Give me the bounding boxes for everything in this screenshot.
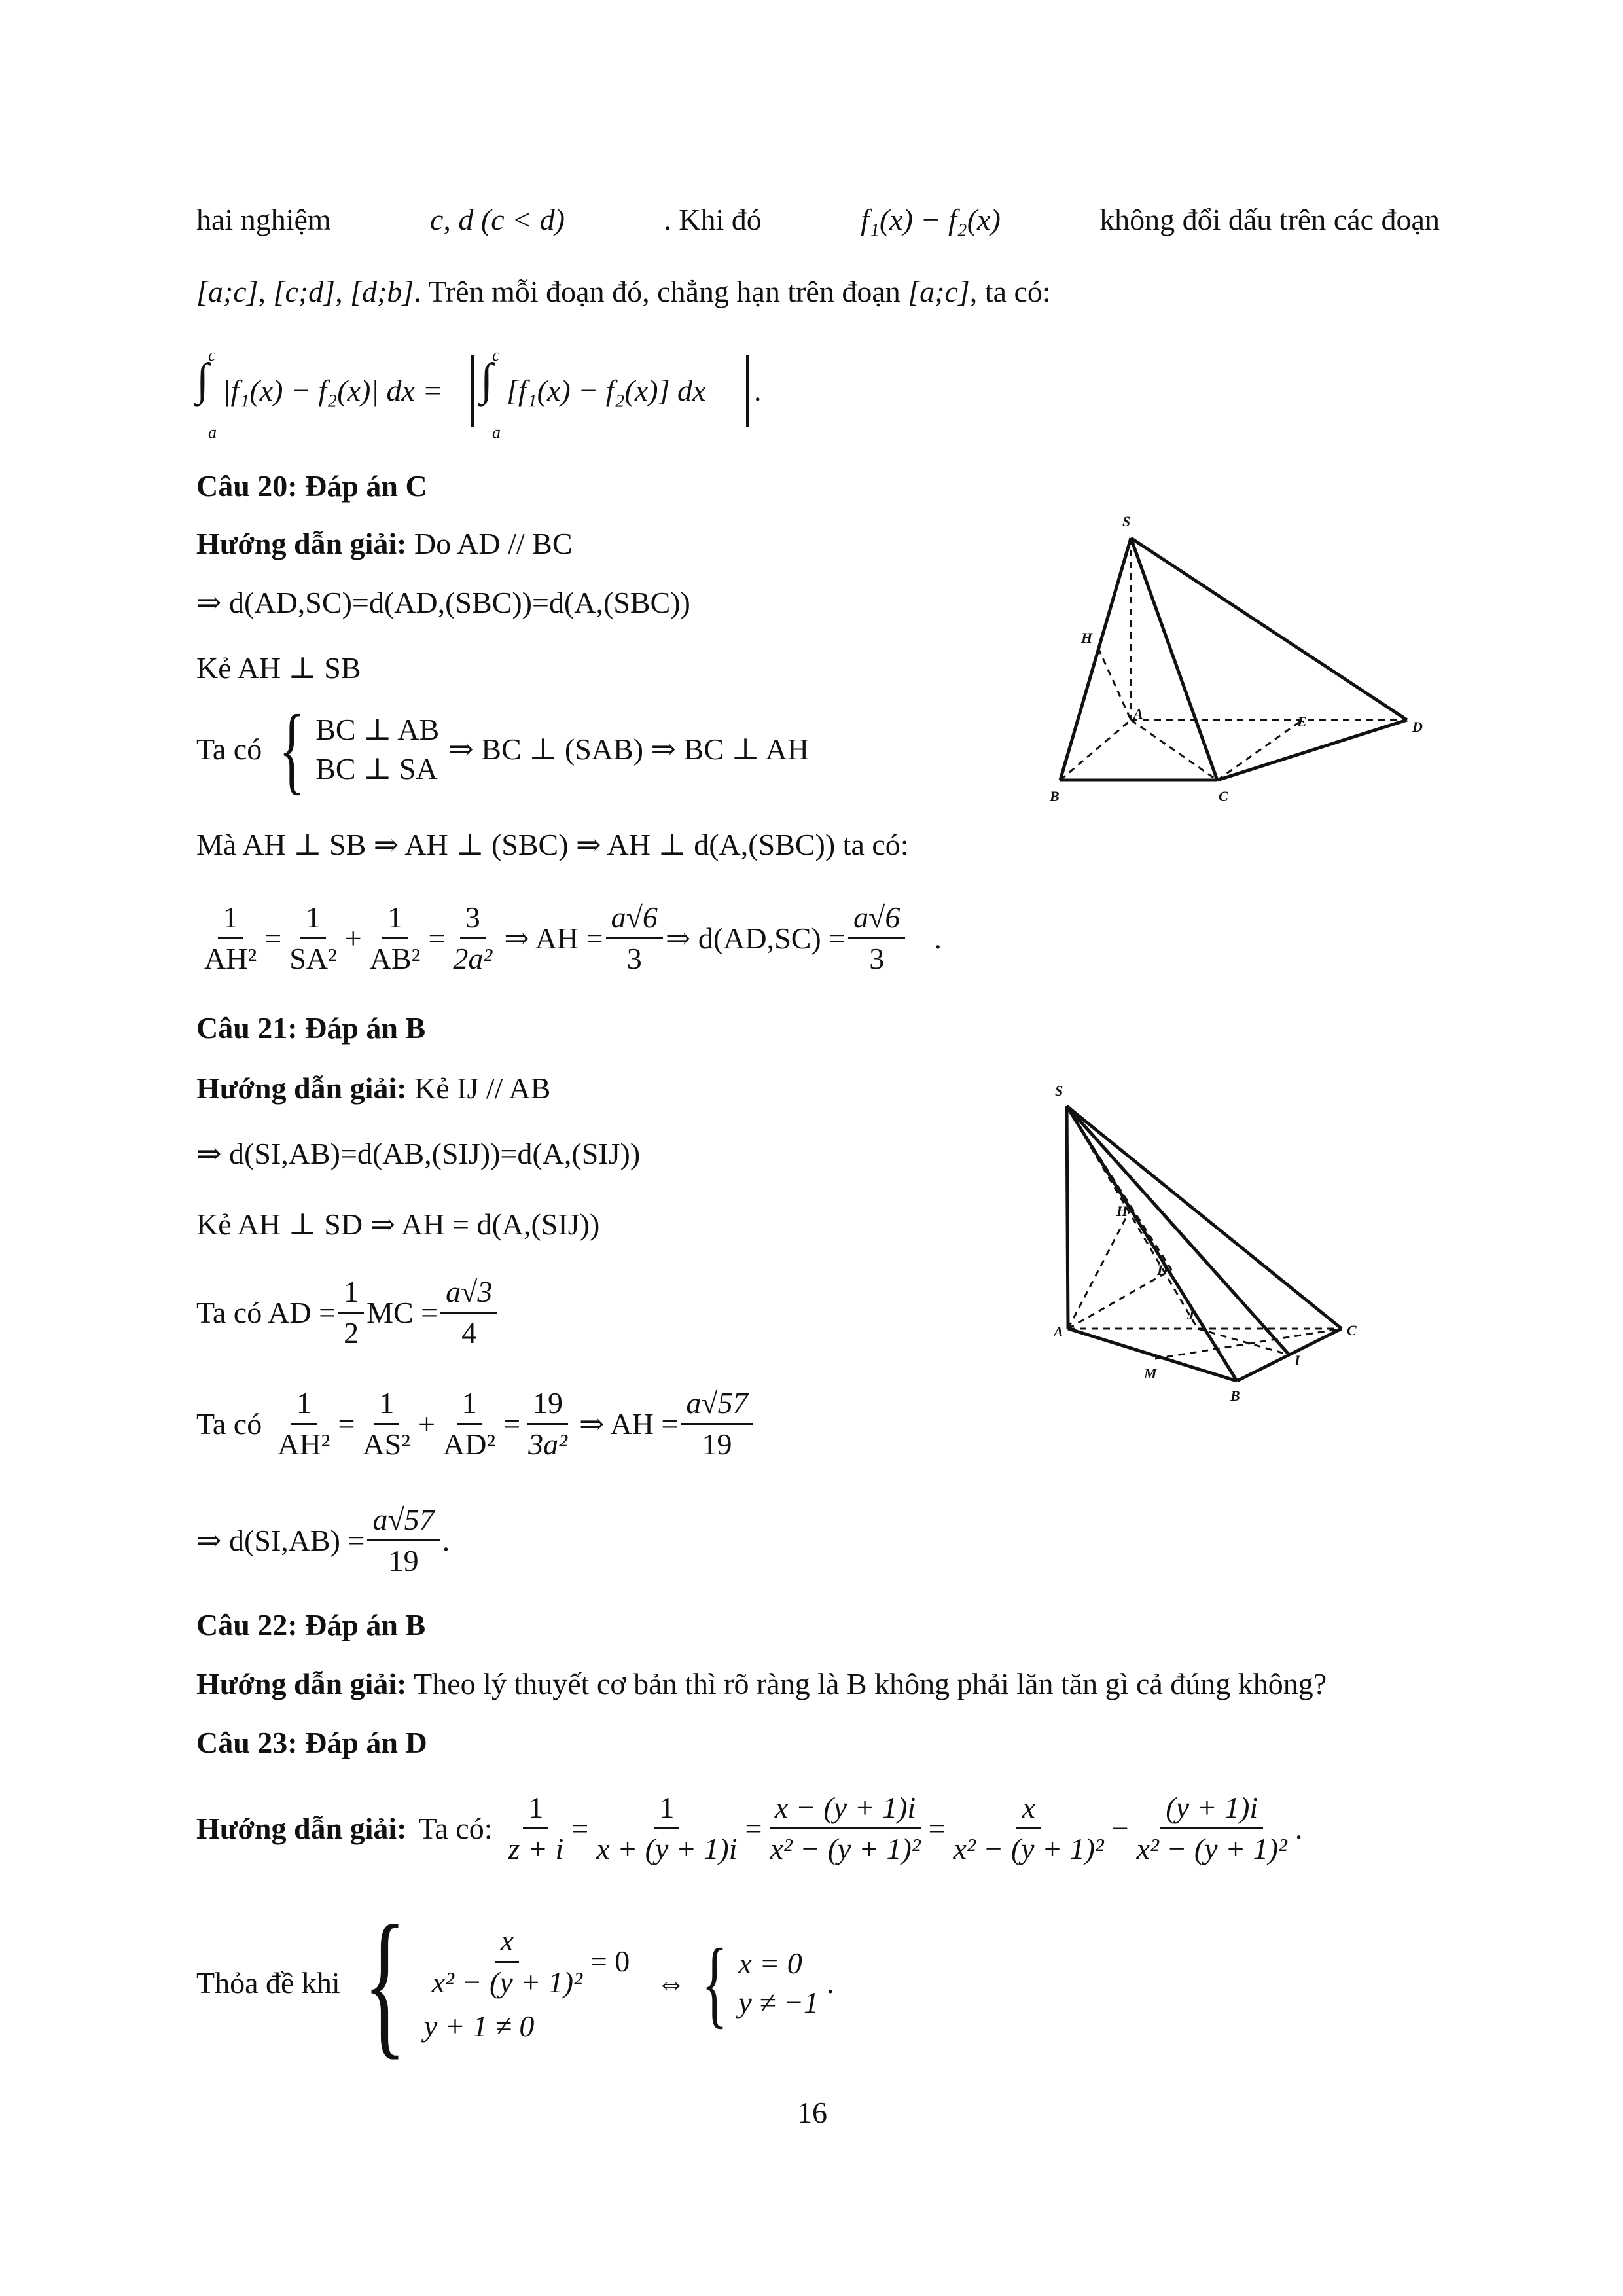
hint-label: Hướng dẫn giải: [196, 527, 407, 560]
edge-CD [1217, 720, 1407, 780]
numerator: 1 [300, 902, 326, 939]
numerator: x [1016, 1792, 1040, 1829]
eq-text: ⇒ d(AD,SC) = [665, 921, 846, 955]
numerator: 3 [460, 902, 486, 939]
denominator: 2a² [453, 942, 493, 976]
intro-text: . Trên mỗi đoạn đó, chẳng hạn trên đoạn [414, 275, 901, 308]
numerator: 1 [218, 902, 243, 939]
q20-line1: ⇒ d(AD,SC)=d(AD,(SBC))=d(A,(SBC)) [196, 586, 690, 619]
denominator: 3 [626, 942, 642, 976]
vertex-label: C [1219, 788, 1228, 804]
vertex-label: S [1122, 513, 1131, 529]
edge-SI [1067, 1106, 1289, 1355]
eq-text: ⇒ AH = [504, 921, 603, 955]
intro-difference: f₁(x) − f₂(x) [861, 203, 1001, 236]
punctuation: . [754, 374, 762, 407]
eq-text: Ta có: [418, 1811, 493, 1845]
fraction [427, 1925, 588, 1998]
system-result: ⇒ BC ⊥ (SAB) ⇒ BC ⊥ AH [448, 732, 810, 766]
denominator: 2 [344, 1316, 359, 1350]
numerator: 1 [338, 1276, 364, 1314]
numerator: a√57 [367, 1504, 439, 1541]
intro-line-1 [196, 205, 1440, 235]
operator: + [344, 921, 362, 955]
q21-line1: ⇒ d(SI,AB)=d(AB,(SIJ))=d(A,(SIJ)) [196, 1137, 641, 1170]
vertex-label: D [1157, 1262, 1168, 1278]
edge-SD [1067, 1106, 1171, 1270]
fraction [503, 1792, 569, 1865]
intro-text: , ta có: [969, 275, 1051, 308]
taco-text: Ta có [196, 732, 262, 766]
denominator: z + i [508, 1832, 564, 1866]
punctuation: . [827, 1966, 834, 2000]
numerator: 1 [457, 1388, 482, 1425]
edge-SD [1131, 538, 1407, 720]
hint-label: Hướng dẫn giải: [196, 1811, 407, 1845]
punctuation: . [1294, 1811, 1303, 1845]
numerator: 1 [523, 1792, 548, 1829]
fraction [606, 902, 663, 975]
vertex-label: I [1294, 1352, 1300, 1369]
system-lines [315, 715, 439, 784]
q21-ad-equation [196, 1276, 500, 1350]
hint-text: Kẻ IJ // AB [414, 1071, 551, 1105]
eq-text: Thỏa đề khi [196, 1966, 340, 2000]
intro-interval: [a;c] [908, 275, 970, 308]
fraction [357, 1388, 416, 1461]
intro-text: không đổi dấu trên các đoạn [1099, 203, 1440, 236]
hint-text: Do AD // BC [414, 527, 573, 560]
denominator: AB² [369, 942, 421, 976]
edge-AD [1068, 1270, 1171, 1329]
numerator: x − (y + 1)i [770, 1792, 921, 1829]
hint-text: Theo lý thuyết cơ bản thì rõ ràng là B không phải lăn tăn gì cả đúng không? [414, 1667, 1327, 1700]
vertex-label: D [1412, 719, 1423, 735]
fraction [272, 1388, 335, 1461]
numerator: a√6 [848, 902, 905, 939]
system-line: y ≠ −1 [738, 1986, 819, 2019]
eq-text: ⇒ AH = [579, 1407, 679, 1441]
vertex-label: B [1050, 788, 1060, 804]
denominator: 4 [461, 1316, 477, 1350]
page-number: 16 [797, 2096, 827, 2129]
integral-bound: c [492, 346, 500, 365]
punctuation: . [934, 921, 942, 955]
edge-CE [1217, 720, 1302, 780]
vertex-label: A [1133, 706, 1143, 722]
q22-title: Câu 22: Đáp án B [196, 1608, 426, 1641]
numerator: x [495, 1925, 519, 1962]
integral-sign: ∫ [480, 355, 493, 405]
denominator: 19 [702, 1427, 732, 1462]
edge-AB [1060, 720, 1131, 780]
operator: ⇔ [656, 1966, 687, 2000]
denominator: 3a² [528, 1427, 567, 1462]
q21-ah-equation [196, 1388, 756, 1461]
system-line: BC ⊥ SA [315, 752, 438, 785]
hint-label: Hướng dẫn giải: [196, 1071, 407, 1105]
vertex-label: C [1347, 1322, 1357, 1338]
system-lines [424, 1925, 630, 2041]
fraction [681, 1388, 753, 1461]
operator: = [264, 921, 282, 955]
edge-SA [1067, 1106, 1068, 1329]
vertex-label: A [1054, 1323, 1063, 1340]
fraction [1132, 1792, 1293, 1865]
abs-bar [471, 355, 474, 427]
vertex-label: B [1230, 1388, 1240, 1404]
fraction [199, 902, 262, 975]
intro-text: . Khi đó [664, 203, 762, 236]
hint-label: Hướng dẫn giải: [196, 1667, 407, 1700]
vertex-label: E [1297, 713, 1307, 730]
operator: = [503, 1407, 521, 1441]
integral-bound: c [208, 346, 216, 365]
denominator: x² − (y + 1)² [770, 1832, 921, 1866]
operator: − [1111, 1811, 1129, 1845]
edge-AH [1068, 1212, 1129, 1329]
operator: = [571, 1811, 589, 1845]
fraction [440, 1276, 497, 1350]
edge-SC [1131, 538, 1217, 780]
system-lines [738, 1948, 819, 2018]
integral-sign: ∫ [196, 355, 209, 405]
q20-equation [196, 902, 942, 975]
vertex-label: J [1187, 1306, 1194, 1323]
fraction [438, 1388, 501, 1461]
eq-text: ⇒ d(SI,AB) = [196, 1523, 365, 1557]
integral-bound: a [492, 423, 501, 442]
system-line: y + 1 ≠ 0 [423, 2009, 535, 2043]
system-line [424, 1925, 630, 1998]
eq-text: Ta có AD = [196, 1295, 336, 1329]
numerator: 19 [527, 1388, 568, 1425]
edge-SC [1067, 1106, 1342, 1329]
brace: { [279, 695, 306, 804]
numerator: (y + 1)i [1160, 1792, 1263, 1829]
q20-pyramid-figure [1041, 504, 1433, 812]
vertex-label: S [1055, 1083, 1063, 1099]
numerator: a√57 [681, 1388, 753, 1425]
q21-result [196, 1504, 450, 1577]
edge-AC [1131, 720, 1217, 780]
operator: = [428, 921, 446, 955]
numerator: a√6 [606, 902, 663, 939]
denominator: AH² [277, 1427, 330, 1462]
denominator: 19 [388, 1544, 419, 1578]
edge-SB [1060, 538, 1131, 780]
denominator: SA² [289, 942, 337, 976]
denominator: x² − (y + 1)² [1136, 1832, 1287, 1866]
fraction [591, 1792, 742, 1865]
fraction [448, 902, 497, 975]
q20-system [196, 695, 810, 804]
q23-equation [196, 1792, 1302, 1865]
intro-line-2 [196, 277, 1051, 307]
q21-pyramid-figure [1041, 1067, 1407, 1433]
fraction [764, 1792, 925, 1865]
fraction [338, 1276, 364, 1350]
q20-hint [196, 529, 573, 559]
numerator: 1 [291, 1388, 317, 1425]
vertex-label: H [1081, 630, 1093, 646]
intro-roots: c, d (c < d) [429, 203, 565, 236]
operator: = [745, 1811, 762, 1845]
intro-text: hai nghiệm [196, 203, 331, 236]
fraction [284, 902, 342, 975]
denominator: 3 [869, 942, 885, 976]
fraction [365, 902, 426, 975]
operator: = [928, 1811, 946, 1845]
denominator: x + (y + 1)i [596, 1832, 738, 1866]
q22-hint [196, 1669, 1327, 1699]
integral-right: [f₁(x) − f₂(x)] dx [507, 374, 706, 407]
integral-bound: a [208, 423, 217, 442]
eq-text: Ta có [196, 1407, 262, 1441]
q21-line2: Kẻ AH ⊥ SD ⇒ AH = d(A,(SIJ)) [196, 1208, 600, 1241]
system-line: BC ⊥ AB [315, 713, 440, 746]
numerator: 1 [382, 902, 408, 939]
q20-line4: Mà AH ⊥ SB ⇒ AH ⊥ (SBC) ⇒ AH ⊥ d(A,(SBC)) ta có: [196, 828, 909, 861]
eq-text: = 0 [590, 1945, 630, 1978]
fraction [523, 1388, 573, 1461]
numerator: a√3 [440, 1276, 497, 1314]
q21-title: Câu 21: Đáp án B [196, 1011, 426, 1045]
system-line: x = 0 [738, 1946, 802, 1980]
integral-left: |f₁(x) − f₂(x)| dx = [223, 374, 443, 407]
brace: { [702, 1929, 728, 2037]
q20-title: Câu 20: Đáp án C [196, 469, 427, 503]
q20-line2: Kẻ AH ⊥ SB [196, 651, 361, 685]
brace: { [363, 1892, 406, 2073]
fraction [367, 1504, 439, 1577]
punctuation: . [442, 1523, 450, 1557]
denominator: AS² [363, 1427, 411, 1462]
eq-text: MC = [366, 1295, 438, 1329]
edge-AH [1098, 648, 1131, 720]
operator: = [338, 1407, 355, 1441]
fraction [948, 1792, 1109, 1865]
denominator: x² − (y + 1)² [953, 1832, 1104, 1866]
q21-hint [196, 1073, 550, 1103]
operator: + [418, 1407, 435, 1441]
q23-title: Câu 23: Đáp án D [196, 1726, 427, 1759]
denominator: x² − (y + 1)² [431, 1965, 582, 1999]
numerator: 1 [654, 1792, 679, 1829]
fraction [848, 902, 905, 975]
abs-bar [746, 355, 749, 427]
vertex-label: H [1116, 1203, 1128, 1219]
denominator: AD² [442, 1427, 496, 1462]
vertex-label: M [1144, 1365, 1157, 1382]
denominator: AH² [204, 942, 257, 976]
numerator: 1 [374, 1388, 399, 1425]
q23-condition [196, 1892, 834, 2073]
intro-intervals: [a;c], [c;d], [d;b] [196, 275, 414, 308]
